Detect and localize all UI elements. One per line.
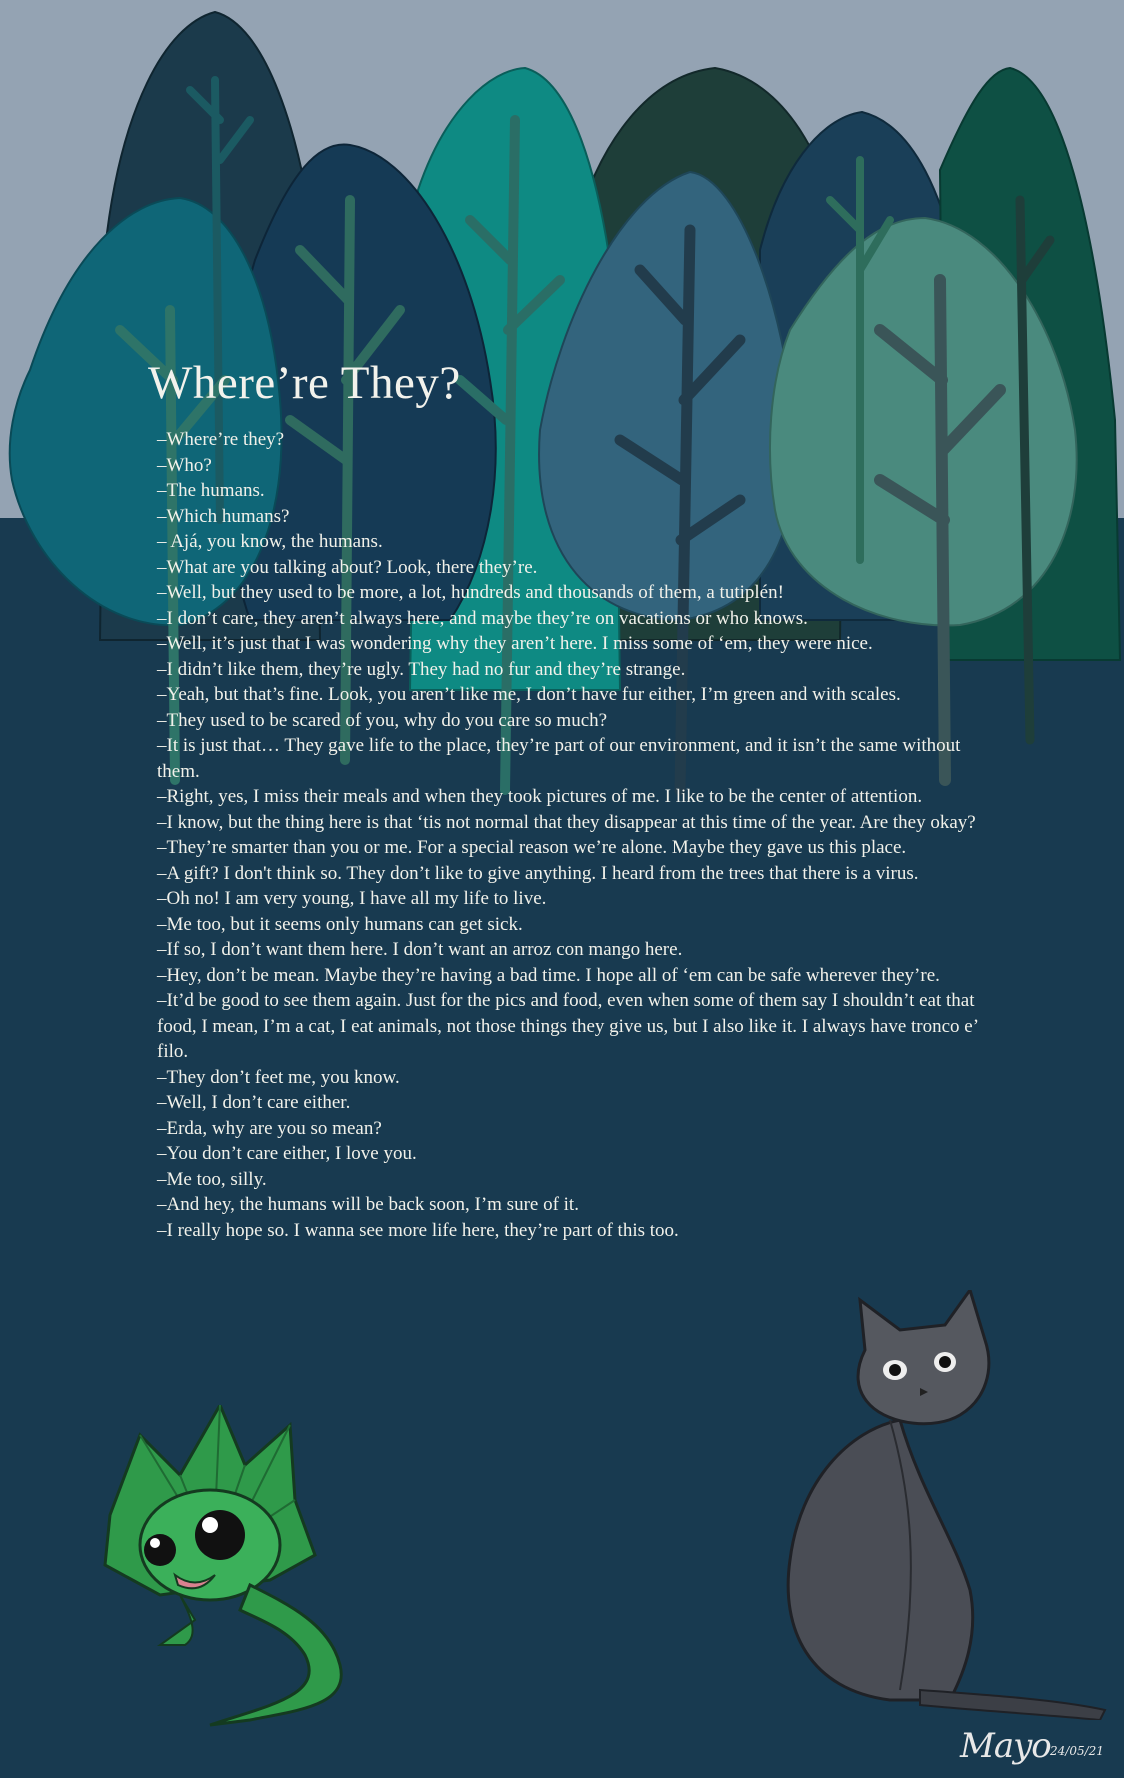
dialogue-line: –It is just that… They gave life to the place, they’re part of our environment, and it isn’t the same without them. [157, 735, 961, 782]
dialogue-line: –The humans. [157, 480, 265, 501]
dialogue-line: –What are you talking about? Look, there they’re. [157, 556, 538, 578]
dialogue-line: –I don’t care, they aren’t always here, and maybe they’re on vacations or who knows. [157, 607, 808, 629]
dialogue-line: –They don’t feet me, you know. [157, 1066, 400, 1088]
dialogue-line: –Oh no! I am very young, I have all my life to live. [157, 888, 547, 909]
dialogue-line: –It’d be good to see them again. Just for the pics and food, even when some of them say I shouldn’t eat that food, I mean, I’m a cat, I eat animals, not those things they give us, but I also like it. I always have tronco e’ filo. [157, 990, 978, 1062]
dialogue-line: –Well, it’s just that I was wondering why they aren’t here. I miss some of ‘em, they were nice. [157, 633, 873, 654]
dialogue-line: –Hey, don’t be mean. Maybe they’re having a bad time. I hope all of ‘em can be safe wherever they’re. [157, 964, 940, 986]
dialogue-line: –Who? [157, 454, 212, 476]
dialogue-line: –Well, but they used to be more, a lot, hundreds and thousands of them, a tutiplén! [157, 582, 784, 603]
dialogue-line: –They used to be scared of you, why do you care so much? [157, 709, 608, 731]
dialogue-line: –Me too, silly. [157, 1168, 267, 1190]
dialogue-line: – Ajá, you know, the humans. [157, 531, 383, 552]
dialogue-line: –Yeah, but that’s fine. Look, you aren’t like me, I don’t have fur either, I’m green and with scales. [157, 684, 901, 705]
dialogue-line: –Which humans? [157, 505, 290, 527]
dialogue-line: –You don’t care either, I love you. [157, 1143, 417, 1164]
signature-date: 24/05/21 [1050, 1744, 1104, 1758]
dialogue-line: –Well, I don’t care either. [157, 1092, 351, 1113]
dialogue-line: –Me too, but it seems only humans can get sick. [157, 913, 523, 935]
dialogue-line: –And hey, the humans will be back soon, I’m sure of it. [157, 1194, 579, 1215]
frilled-lizard-illustration [100, 1405, 410, 1735]
dialogue-line: –They’re smarter than you or me. For a special reason we’re alone. Maybe they gave us this place. [157, 837, 907, 858]
dialogue-line: –Erda, why are you so mean? [157, 1117, 382, 1139]
black-cat-illustration [770, 1290, 1110, 1720]
dialogue-line: –I really hope so. I wanna see more life here, they’re part of this too. [157, 1219, 679, 1241]
dialogue-line: –Right, yes, I miss their meals and when they took pictures of me. I like to be the center of attention. [157, 786, 923, 807]
dialogue-line: –A gift? I don't think so. They don’t like to give anything. I heard from the trees that there is a virus. [157, 862, 919, 884]
page-title: Where’re They? [148, 357, 461, 409]
dialogue-line: –I know, but the thing here is that ‘tis not normal that they disappear at this time of the year. Are they okay? [157, 811, 976, 833]
dialogue-line: –Where’re they? [157, 429, 285, 450]
dialogue-text [157, 427, 1007, 1243]
dialogue-line: –I didn’t like them, they’re ugly. They had no fur and they’re strange. [157, 658, 686, 680]
dialogue-line: –If so, I don’t want them here. I don’t want an arroz con mango here. [157, 939, 683, 960]
artist-signature: Mayo [960, 1726, 1051, 1766]
